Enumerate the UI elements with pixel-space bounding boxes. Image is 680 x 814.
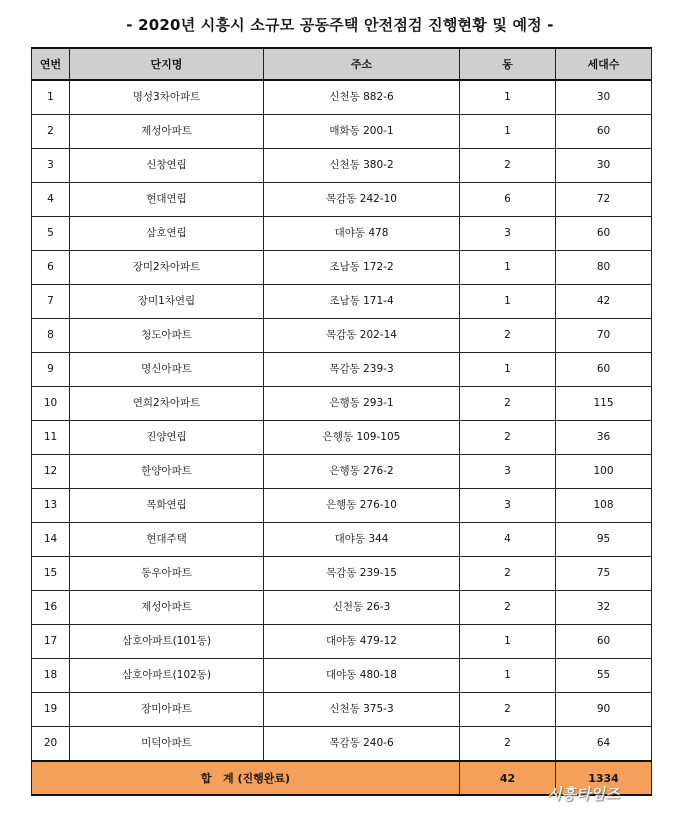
cell-households: 90 bbox=[556, 693, 652, 727]
cell-households: 108 bbox=[556, 489, 652, 523]
table-body bbox=[32, 80, 652, 761]
cell-buildings: 2 bbox=[460, 557, 556, 591]
table-row bbox=[32, 625, 652, 659]
cell-households: 42 bbox=[556, 285, 652, 319]
table-row bbox=[32, 183, 652, 217]
cell-address: 은행동 276-2 bbox=[264, 455, 460, 489]
table-row bbox=[32, 353, 652, 387]
cell-address: 목감동 239-15 bbox=[264, 557, 460, 591]
cell-address: 대야동 478 bbox=[264, 217, 460, 251]
total-households: 1334 bbox=[556, 761, 652, 795]
cell-buildings: 2 bbox=[460, 591, 556, 625]
cell-buildings: 2 bbox=[460, 387, 556, 421]
cell-no: 17 bbox=[32, 625, 70, 659]
table-row bbox=[32, 693, 652, 727]
cell-complex-name: 제성아파트 bbox=[70, 591, 264, 625]
cell-complex-name: 한양아파트 bbox=[70, 455, 264, 489]
column-header-no: 연번 bbox=[32, 48, 70, 80]
column-header-address: 주소 bbox=[264, 48, 460, 80]
cell-buildings: 3 bbox=[460, 489, 556, 523]
cell-no: 1 bbox=[32, 80, 70, 115]
cell-no: 19 bbox=[32, 693, 70, 727]
table-row bbox=[32, 659, 652, 693]
cell-complex-name: 목화연립 bbox=[70, 489, 264, 523]
table-row bbox=[32, 149, 652, 183]
column-header-buildings: 동 bbox=[460, 48, 556, 80]
cell-address: 목감동 240-6 bbox=[264, 727, 460, 762]
cell-address: 조남동 171-4 bbox=[264, 285, 460, 319]
cell-no: 11 bbox=[32, 421, 70, 455]
cell-households: 115 bbox=[556, 387, 652, 421]
cell-complex-name: 미덕아파트 bbox=[70, 727, 264, 762]
cell-address: 목감동 202-14 bbox=[264, 319, 460, 353]
cell-households: 60 bbox=[556, 625, 652, 659]
document-title: - 2020년 시흥시 소규모 공동주택 안전점검 진행현황 및 예정 - bbox=[126, 16, 554, 34]
cell-no: 20 bbox=[32, 727, 70, 762]
cell-address: 신천동 882-6 bbox=[264, 80, 460, 115]
cell-complex-name: 현대연립 bbox=[70, 183, 264, 217]
cell-buildings: 1 bbox=[460, 80, 556, 115]
cell-no: 13 bbox=[32, 489, 70, 523]
cell-complex-name: 장미2차아파트 bbox=[70, 251, 264, 285]
cell-buildings: 2 bbox=[460, 319, 556, 353]
cell-complex-name: 제성아파트 bbox=[70, 115, 264, 149]
column-header-complex-name: 단지명 bbox=[70, 48, 264, 80]
table-row bbox=[32, 251, 652, 285]
cell-buildings: 4 bbox=[460, 523, 556, 557]
cell-buildings: 2 bbox=[460, 727, 556, 762]
cell-no: 5 bbox=[32, 217, 70, 251]
table-row bbox=[32, 115, 652, 149]
column-header-households: 세대수 bbox=[556, 48, 652, 80]
cell-no: 12 bbox=[32, 455, 70, 489]
cell-households: 30 bbox=[556, 80, 652, 115]
cell-no: 15 bbox=[32, 557, 70, 591]
cell-households: 72 bbox=[556, 183, 652, 217]
cell-complex-name: 삼호연립 bbox=[70, 217, 264, 251]
table-row bbox=[32, 387, 652, 421]
cell-households: 80 bbox=[556, 251, 652, 285]
table-row bbox=[32, 319, 652, 353]
cell-buildings: 3 bbox=[460, 217, 556, 251]
cell-address: 대야동 479-12 bbox=[264, 625, 460, 659]
table-row bbox=[32, 727, 652, 762]
cell-no: 10 bbox=[32, 387, 70, 421]
cell-households: 95 bbox=[556, 523, 652, 557]
cell-households: 100 bbox=[556, 455, 652, 489]
cell-address: 은행동 109-105 bbox=[264, 421, 460, 455]
cell-complex-name: 명성3차아파트 bbox=[70, 80, 264, 115]
table-row bbox=[32, 523, 652, 557]
cell-households: 60 bbox=[556, 217, 652, 251]
cell-address: 대야동 344 bbox=[264, 523, 460, 557]
cell-buildings: 1 bbox=[460, 285, 556, 319]
cell-address: 목감동 242-10 bbox=[264, 183, 460, 217]
cell-buildings: 1 bbox=[460, 115, 556, 149]
cell-complex-name: 삼호아파트(101동) bbox=[70, 625, 264, 659]
cell-households: 30 bbox=[556, 149, 652, 183]
cell-households: 64 bbox=[556, 727, 652, 762]
cell-complex-name: 장미1차연립 bbox=[70, 285, 264, 319]
inspection-table bbox=[31, 47, 652, 796]
table-row bbox=[32, 421, 652, 455]
cell-no: 6 bbox=[32, 251, 70, 285]
cell-address: 목감동 239-3 bbox=[264, 353, 460, 387]
cell-address: 신천동 26-3 bbox=[264, 591, 460, 625]
cell-no: 9 bbox=[32, 353, 70, 387]
cell-no: 8 bbox=[32, 319, 70, 353]
cell-buildings: 2 bbox=[460, 421, 556, 455]
cell-complex-name: 동우아파트 bbox=[70, 557, 264, 591]
cell-complex-name: 연희2차아파트 bbox=[70, 387, 264, 421]
cell-buildings: 1 bbox=[460, 659, 556, 693]
cell-complex-name: 현대주택 bbox=[70, 523, 264, 557]
cell-buildings: 3 bbox=[460, 455, 556, 489]
table-row bbox=[32, 489, 652, 523]
cell-buildings: 6 bbox=[460, 183, 556, 217]
cell-no: 7 bbox=[32, 285, 70, 319]
cell-address: 신천동 380-2 bbox=[264, 149, 460, 183]
total-label: 합 계 (진행완료) bbox=[32, 761, 460, 795]
cell-no: 14 bbox=[32, 523, 70, 557]
cell-address: 은행동 276-10 bbox=[264, 489, 460, 523]
cell-address: 조남동 172-2 bbox=[264, 251, 460, 285]
cell-complex-name: 명신아파트 bbox=[70, 353, 264, 387]
cell-buildings: 2 bbox=[460, 149, 556, 183]
cell-complex-name: 장미아파트 bbox=[70, 693, 264, 727]
cell-households: 70 bbox=[556, 319, 652, 353]
cell-complex-name: 청도아파트 bbox=[70, 319, 264, 353]
table-row bbox=[32, 591, 652, 625]
cell-complex-name: 신창연립 bbox=[70, 149, 264, 183]
table-row bbox=[32, 285, 652, 319]
cell-no: 16 bbox=[32, 591, 70, 625]
table-row bbox=[32, 455, 652, 489]
cell-no: 3 bbox=[32, 149, 70, 183]
cell-households: 60 bbox=[556, 353, 652, 387]
table-header-row bbox=[32, 48, 652, 80]
cell-complex-name: 진양연립 bbox=[70, 421, 264, 455]
cell-address: 대야동 480-18 bbox=[264, 659, 460, 693]
cell-address: 신천동 375-3 bbox=[264, 693, 460, 727]
cell-households: 60 bbox=[556, 115, 652, 149]
cell-complex-name: 삼호아파트(102동) bbox=[70, 659, 264, 693]
cell-no: 18 bbox=[32, 659, 70, 693]
cell-buildings: 1 bbox=[460, 353, 556, 387]
cell-buildings: 1 bbox=[460, 251, 556, 285]
cell-households: 32 bbox=[556, 591, 652, 625]
table-row bbox=[32, 80, 652, 115]
cell-households: 55 bbox=[556, 659, 652, 693]
cell-address: 매화동 200-1 bbox=[264, 115, 460, 149]
cell-buildings: 1 bbox=[460, 625, 556, 659]
publisher-watermark: 시흥타임즈 bbox=[547, 785, 620, 803]
cell-no: 2 bbox=[32, 115, 70, 149]
total-buildings: 42 bbox=[460, 761, 556, 795]
cell-households: 36 bbox=[556, 421, 652, 455]
cell-households: 75 bbox=[556, 557, 652, 591]
table-row bbox=[32, 557, 652, 591]
cell-buildings: 2 bbox=[460, 693, 556, 727]
cell-address: 은행동 293-1 bbox=[264, 387, 460, 421]
cell-no: 4 bbox=[32, 183, 70, 217]
table-row bbox=[32, 217, 652, 251]
